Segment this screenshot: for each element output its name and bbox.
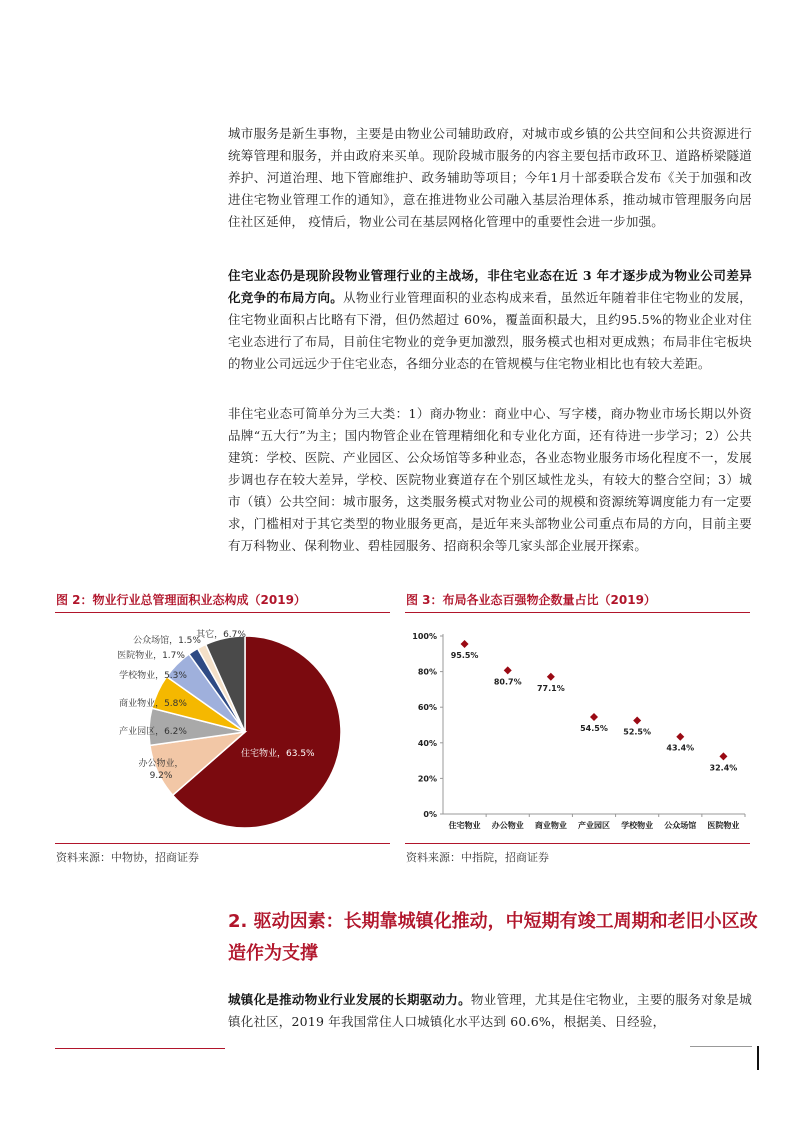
figure3-title: 图 3：布局各业态百强物企数量占比（2019） xyxy=(406,593,656,607)
x-tick-label: 公众场馆 xyxy=(664,821,697,830)
y-tick-label: 0% xyxy=(423,810,437,819)
x-tick-label: 办公物业 xyxy=(491,821,524,830)
pie-label: 9.2% xyxy=(149,771,173,781)
data-label: 77.1% xyxy=(536,683,565,693)
figure3-bottom-rule xyxy=(405,843,750,844)
data-point xyxy=(504,666,512,674)
scatter-chart xyxy=(405,616,750,841)
y-tick-label: 100% xyxy=(412,632,437,641)
figure3-top-rule xyxy=(405,612,750,613)
data-label: 54.5% xyxy=(580,723,608,733)
data-label: 80.7% xyxy=(493,677,522,687)
data-label: 43.4% xyxy=(666,743,695,753)
y-tick-label: 80% xyxy=(417,667,437,677)
pie-label: 商业物业，5.8% xyxy=(119,699,187,709)
paragraph-residential xyxy=(228,265,752,375)
pie-label: 学校物业，5.3% xyxy=(119,671,187,681)
x-tick-label: 医院物业 xyxy=(707,821,740,830)
x-tick-label: 产业园区 xyxy=(578,821,610,830)
data-point xyxy=(461,640,469,648)
data-point xyxy=(676,733,684,741)
paragraph-city-services: 城市服务是新生事物，主要是由物业公司辅助政府，对城市或乡镇的公共空间和公共资源进行统筹管理和服务，并由政府来买单。现阶段城市服务的内容主要包括市政环卫、道路桥梁隧道养护、河道治理、地下管廊维护、政务辅助等项目；今年1月十部委联合发布《关于加强和改进住宅物业管理工作的通知》，意在推进物业公司融入基层治理体系，推动城市管理服务向居住社区延伸， 疫情后，物业公司在基层网格化管理中的重要性会进一步加强。 xyxy=(228,126,752,229)
figure2-top-rule xyxy=(55,612,390,613)
paragraph-urbanization-lead: 城镇化是推动物业行业发展的长期驱动力。 xyxy=(228,992,471,1007)
page-dash xyxy=(690,1046,752,1047)
pie-label: 医院物业，1.7% xyxy=(117,651,185,661)
footer-rule xyxy=(55,1048,225,1049)
figure2-title: 图 2：物业行业总管理面积业态构成（2019） xyxy=(56,593,306,607)
y-tick-label: 40% xyxy=(417,738,437,748)
data-point xyxy=(547,673,555,681)
figure2-bottom-rule xyxy=(55,843,390,844)
paragraph-urbanization-body: 物业管理，尤其是住宅物业，主要的服务对象是城镇化社区，2019 年我国常住人口城镇化水平达到 60.6%，根据美、日经验， xyxy=(228,992,752,1029)
figure3-source: 资料来源：中指院，招商证券 xyxy=(406,851,549,864)
x-tick-label: 商业物业 xyxy=(534,821,567,830)
data-label: 52.5% xyxy=(623,727,652,737)
data-label: 32.4% xyxy=(709,763,738,773)
data-point xyxy=(590,713,598,721)
y-tick-label: 20% xyxy=(417,774,437,784)
x-tick-label: 学校物业 xyxy=(621,821,654,830)
pie-label: 办公物业， xyxy=(138,759,184,769)
pie-chart xyxy=(55,616,390,841)
figure2-source: 资料来源：中物协，招商证券 xyxy=(56,851,199,864)
pie-label: 产业园区，6.2% xyxy=(119,727,187,737)
paragraph-non-residential: 非住宅业态可简单分为三大类：1）商办物业：商业中心、写字楼，商办物业市场长期以外资品牌“五大行”为主；国内物管企业在管理精细化和专业化方面，还有待进一步学习；2）公共建筑：学校、医院、产业园区、公众场馆等多种业态，各业态物业服务市场化程度不一，发展步调也存在较大差异，学校、医院物业赛道存在个别区域性龙头，有较大的整合空间；3）城市（镇）公共空间：城市服务，这类服务模式对物业公司的规模和资源统筹调度能力有一定要求，门槛相对于其它类型的物业服务更高，是近年来头部物业公司重点布局的方向，目前主要有万科物业、保利物业、碧桂园服务、招商积余等几家头部企业展开探索。 xyxy=(228,406,752,553)
pie-label: 其它，6.7% xyxy=(196,630,246,640)
page-marker xyxy=(757,1046,759,1070)
section-heading: 2. 驱动因素：长期靠城镇化推动，中短期有竣工周期和老旧小区改造作为支撑 xyxy=(228,911,758,964)
data-point xyxy=(633,717,641,725)
data-label: 95.5% xyxy=(450,651,479,661)
data-point xyxy=(719,752,727,760)
paragraph-urbanization xyxy=(228,989,752,1033)
pie-label: 住宅物业，63.5% xyxy=(241,749,315,759)
y-tick-label: 60% xyxy=(417,703,437,713)
paragraph-residential-body: 从物业行业管理面积的业态构成来看，虽然近年随着非住宅物业的发展，住宅物业面积占比略有下滑，但仍然超过 60%，覆盖面积最大，且约95.5%的物业企业对住宅业态进行了布局，目前住宅物业的竞争更加激烈，服务模式也相对更成熟；布局非住宅板块的物业公司远远少于住宅业态，各细分业态的在管规模与住宅物业相比也有较大差距。 xyxy=(228,290,752,371)
pie-label: 公众场馆，1.5% xyxy=(133,636,201,646)
x-tick-label: 住宅物业 xyxy=(448,821,481,830)
paragraph-residential-lead: 住宅业态仍是现阶段物业管理行业的主战场，非住宅业态在近 3 年才逐步成为物业公司差异化竞争的布局方向。 xyxy=(228,268,752,305)
